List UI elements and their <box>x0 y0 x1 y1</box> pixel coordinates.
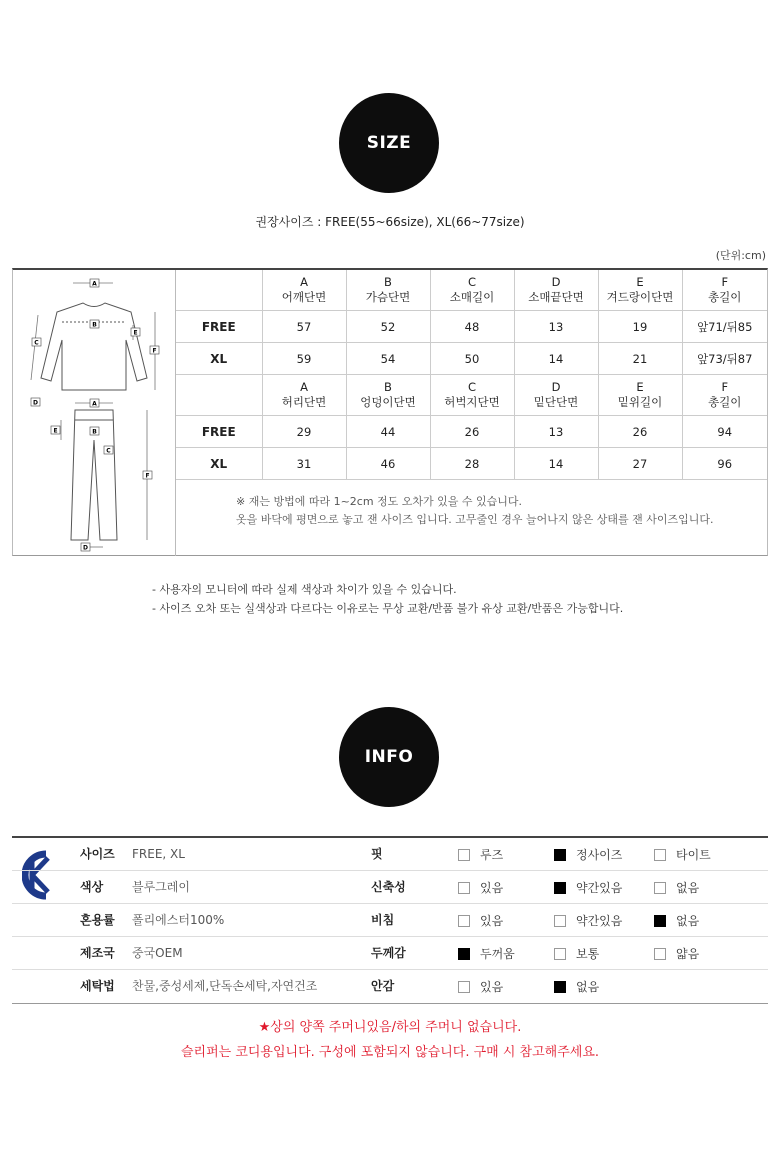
diagram-label-f: F <box>152 347 157 355</box>
info-row-color: 색상 블루그레이 신축성 있음 약간있음 없음 <box>12 871 768 904</box>
diagram-label-a: A <box>92 280 97 288</box>
diagram-label-pants-c: C <box>106 447 111 455</box>
recommended-size: 권장사이즈 : FREE(55~66size), XL(66~77size) <box>255 215 525 229</box>
checkbox[interactable] <box>654 915 666 927</box>
info-row-origin: 제조국 중국OEM 두께감 두꺼움 보통 얇음 <box>12 937 768 970</box>
diagram-label-pants-b: B <box>92 428 97 436</box>
header-cell: F 총길이 <box>682 375 767 416</box>
header-cell: E 밑위길이 <box>598 375 682 416</box>
header-cell: B 엉덩이단면 <box>346 375 430 416</box>
info-row-material: 혼용률 폴리에스터100% 비침 있음 약간있음 없음 <box>12 904 768 937</box>
option-lining-no[interactable]: 없음 <box>554 970 599 1003</box>
table-row: XL 59 54 50 14 21 앞73/뒤87 <box>176 343 767 375</box>
checkbox[interactable] <box>654 948 666 960</box>
info-title-badge <box>339 707 439 807</box>
option-thickness-thick[interactable]: 두꺼움 <box>458 937 515 970</box>
size-title: SIZE <box>366 133 412 153</box>
footer-note-1: ★상의 양쪽 주머니있음/하의 주머니 없습니다. <box>258 1020 522 1035</box>
disclaimer-notes <box>152 580 623 618</box>
diagram-label-pants-f: F <box>145 472 150 480</box>
shirt-outline <box>41 303 147 390</box>
checkbox[interactable] <box>458 882 470 894</box>
top-header-row <box>176 270 767 311</box>
header-cell: F 총길이 <box>682 270 767 311</box>
bottom-header-row <box>176 375 767 416</box>
checkbox[interactable] <box>654 882 666 894</box>
diagram-label-b: B <box>92 321 97 329</box>
option-sheer-none[interactable]: 없음 <box>654 904 699 937</box>
checkbox[interactable] <box>654 849 666 861</box>
diagram-label-e: E <box>133 329 138 337</box>
table-row: FREE 29 44 26 13 26 94 <box>176 416 767 448</box>
header-cell: D 밑단단면 <box>514 375 598 416</box>
header-cell: C 소매길이 <box>430 270 514 311</box>
note-row <box>176 480 767 543</box>
checkbox[interactable] <box>458 948 470 960</box>
header-cell: E 겨드랑이단면 <box>598 270 682 311</box>
option-stretch-yes[interactable]: 있음 <box>458 871 503 904</box>
checkbox[interactable] <box>554 948 566 960</box>
checkbox[interactable] <box>458 981 470 993</box>
diagram-label-pants-d: D <box>83 544 88 552</box>
header-cell: A 허리단면 <box>262 375 346 416</box>
disclaimer-line: - 사용자의 모니터에 따라 실제 색상과 차이가 있을 수 있습니다. <box>152 583 457 596</box>
footer-note-2: 슬리퍼는 코디용입니다. 구성에 포함되지 않습니다. 구매 시 참고해주세요. <box>180 1045 600 1060</box>
unit-label: (단위:cm) <box>715 249 766 262</box>
option-stretch-none[interactable]: 없음 <box>654 871 699 904</box>
option-fit-tight[interactable]: 타이트 <box>654 838 711 871</box>
measure-note-1: ※ 재는 방법에 따라 1~2cm 정도 오차가 있을 수 있습니다. <box>236 495 523 508</box>
garment-diagram-svg <box>13 270 175 556</box>
header-cell: D 소매끝단면 <box>514 270 598 311</box>
size-table <box>176 270 767 542</box>
option-fit-regular[interactable]: 정사이즈 <box>554 838 622 871</box>
option-thickness-normal[interactable]: 보통 <box>554 937 599 970</box>
option-sheer-yes[interactable]: 있음 <box>458 904 503 937</box>
checkbox[interactable] <box>458 915 470 927</box>
table-row: FREE 57 52 48 13 19 앞71/뒤85 <box>176 311 767 343</box>
header-cell: A 어깨단면 <box>262 270 346 311</box>
checkbox[interactable] <box>554 981 566 993</box>
info-table <box>12 836 768 1004</box>
measure-note-2: 옷을 바닥에 평면으로 놓고 잰 사이즈 입니다. 고무줄인 경우 늘어나지 않은 상태를 잰 사이즈입니다. <box>236 513 714 526</box>
diagram-label-pants-e: E <box>53 427 58 435</box>
checkbox[interactable] <box>458 849 470 861</box>
header-cell: C 허벅지단면 <box>430 375 514 416</box>
info-row-washing: 세탁법 찬물,중성세제,단독손세탁,자연건조 안감 있음 없음 <box>12 970 768 1003</box>
checkbox[interactable] <box>554 915 566 927</box>
garment-diagram <box>13 270 176 556</box>
diagram-label-c: C <box>34 339 39 347</box>
option-thickness-thin[interactable]: 얇음 <box>654 937 699 970</box>
option-stretch-slight[interactable]: 약간있음 <box>554 871 622 904</box>
info-row-size: 사이즈 FREE, XL 핏 루즈 정사이즈 타이트 <box>12 838 768 871</box>
table-row: XL 31 46 28 14 27 96 <box>176 448 767 480</box>
diagram-label-d: D <box>33 399 38 407</box>
diagram-label-pants-a: A <box>92 400 97 408</box>
checkbox[interactable] <box>554 882 566 894</box>
option-sheer-slight[interactable]: 약간있음 <box>554 904 622 937</box>
info-title: INFO <box>364 747 414 767</box>
size-title-badge <box>339 93 439 193</box>
checkbox[interactable] <box>554 849 566 861</box>
header-cell: B 가슴단면 <box>346 270 430 311</box>
disclaimer-line: - 사이즈 오차 또는 실색상과 다르다는 이유로는 무상 교환/반품 불가 유상 교환/반품은 가능합니다. <box>152 602 624 615</box>
option-lining-yes[interactable]: 있음 <box>458 970 503 1003</box>
size-chart <box>12 268 768 556</box>
option-fit-loose[interactable]: 루즈 <box>458 838 503 871</box>
